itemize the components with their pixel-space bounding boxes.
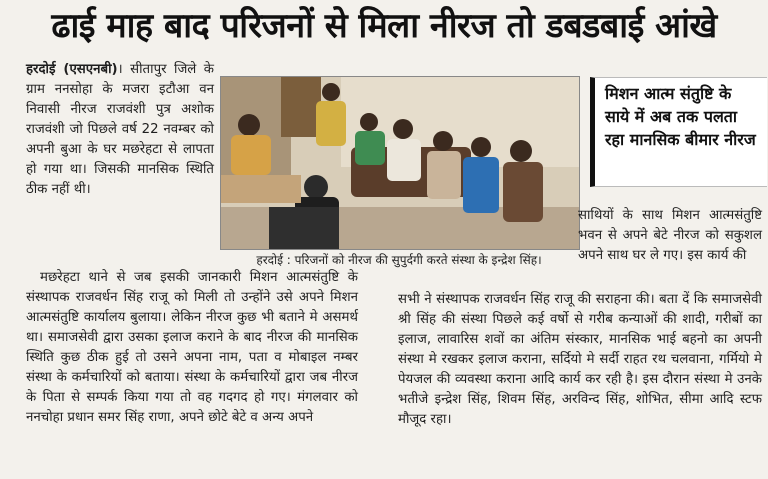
news-photo bbox=[220, 76, 580, 250]
article-column-right bbox=[398, 290, 762, 430]
article-column-left bbox=[26, 268, 358, 428]
right-column-text: सभी ने संस्थापक राजवर्धन सिंह राजू की सराहना की। बता दें कि समाजसेवी श्री सिंह की संस्था पिछले कई वर्षो से गरीब कन्याओं की शादी, गरीबों का इलाज, लावारिस शवों का अंतिम संस्कार, मानसिक भाई बहनो का अपनी संस्था मे रखकर इलाज कराना, सर्दियो मे सर्दी राहत रथ चलवाना, गर्मियो मे पेयजल की व्यवस्था कराना आदि कार्य कर रही है। इस दौरान संस्था मे उनके भतीजे इन्द्रेश सिंह, शिवम सिंह, अरविन्द सिंह, शोभित, सीमा आदि स्टफ मौजूद रहा। bbox=[398, 292, 762, 427]
article-column-intro bbox=[26, 60, 214, 200]
left-column-text: मछरेहटा थाने से जब इसकी जानकारी मिशन आत्मसंतुष्टि के संस्थापक राजवर्धन सिंह राजू को मिली तो उन्होंने उसे अपने मिशन आत्मसंतुष्टि कार्यालय बुलाया। लेकिन नीरज कुछ भी बताने मे असमर्थ था। समाजसेवी द्वारा उसका इलाज कराने के बाद नीरज की मानसिक स्थिति कुछ ठीक हुई तो उसने अपना नाम, पता व मोबाइल नम्बर संस्था के कर्मचारियों को बताया। संस्था के कर्मचारियों द्वारा जब नीरज के पिता से सम्पर्क किया गया तो वह गदगद हो गए। मंगलवार को ननचोहा प्रधान समर सिंह राणा, अपने छोटे बेटे व अन्य अपने bbox=[26, 270, 358, 425]
pull-quote bbox=[590, 77, 767, 187]
intro-text: । सीतापुर जिले के ग्राम ननसोहा के मजरा इटौआ वन निवासी नीरज राजवंशी पुत्र अशोक राजवंशी जो पिछले वर्ष 22 नवम्बर को अपनी बुआ के घर मछरेहटा से लापता हो गया था। जिसकी मानसिक स्थिति ठीक नहीं थी। bbox=[26, 62, 214, 197]
article-column-right-top bbox=[578, 206, 762, 266]
photo-caption: हरदोई : परिजनों को नीरज की सुपुर्दगी करते संस्था के इन्द्रेश सिंह। bbox=[256, 253, 542, 267]
pull-quote-text: मिशन आत्म संतुष्टि के साये में अब तक पलता रहा मानसिक बीमार नीरज bbox=[605, 84, 756, 149]
headline: ढाई माह बाद परिजनों से मिला नीरज तो डबडबाई आंखे bbox=[51, 6, 717, 46]
dateline: हरदोई (एसएनबी) bbox=[26, 62, 118, 77]
right-top-text: साथियों के साथ मिशन आत्मसंतुष्टि भवन से अपने बेटे नीरज को सकुशल अपने साथ घर ले गए। इस कार्य की bbox=[578, 208, 762, 263]
